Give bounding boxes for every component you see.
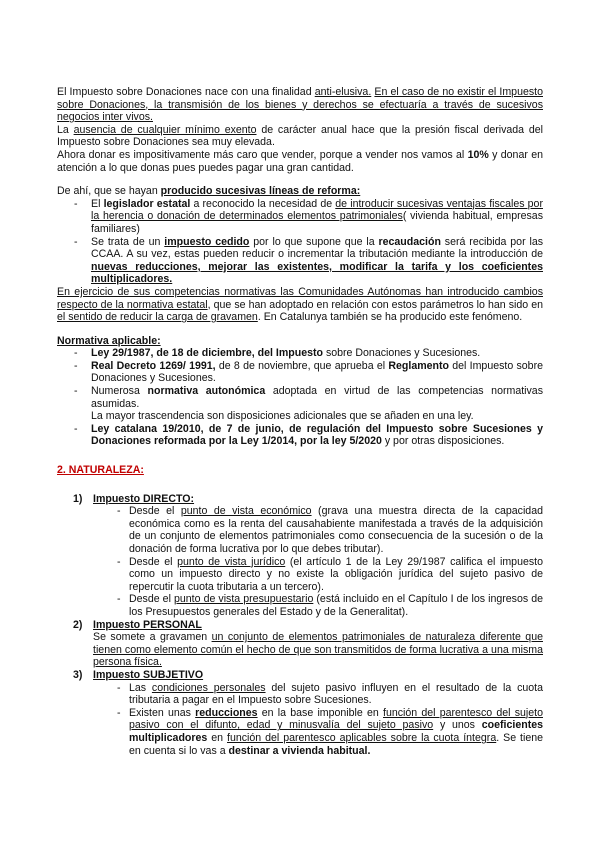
- list-item: - Real Decreto 1269/ 1991, de 8 de noviembre, que aprueba el Reglamento del Impuesto sobre Donaciones y Sucesiones.: [74, 359, 543, 385]
- numbered-item-body: Se somete a gravamen un conjunto de elementos patrimoniales de naturaleza diferente que tienen como elemento común el hecho de que son transmitidos de forma lucrativa a una misma persona física.: [93, 631, 543, 669]
- intro-paragraph-2: La ausencia de cualquier mínimo exento de carácter anual hace que la presión fiscal derivada del Impuesto sobre Donaciones sea muy elevada.: [57, 123, 544, 149]
- reforms-lead: De ahí, que se hayan producido sucesivas líneas de reforma:: [57, 185, 361, 198]
- list-item-continuation: La mayor trascendencia son disposiciones adicionales que se añaden en una ley.: [91, 410, 474, 423]
- list-item: - Existen unas reducciones en la base imponible en función del parentesco del sujeto pasivo con el difunto, edad y minusvalía del sujeto pasivo y unos coeficientes multiplicadores en función del parentesco aplicables sobre la cuota íntegra. Se tiene en cuenta si lo vas a destinar a vivienda habitual.: [117, 706, 544, 757]
- list-item: - Ley catalana 19/2010, de 7 de junio, de regulación del Impuesto sobre Sucesiones y Donaciones reformada por la Ley 1/2014, por la ley 5/2020 y por otras disposiciones.: [74, 422, 543, 448]
- reforms-paragraph: En ejercicio de sus competencias normativas las Comunidades Autónomas han introducido cambios respecto de la normativa estatal, que se han adoptado en relación con estos parámetros lo han sido en el sentido de reducir la carga de gravamen. En Catalunya también se ha producido este fenómeno.: [57, 285, 543, 324]
- numbered-item-heading: 1) Impuesto DIRECTO:: [73, 492, 195, 505]
- list-item: - Se trata de un impuesto cedido por lo que supone que la recaudación será recibida por las CCAA. A su vez, estas pueden reducir o incrementar la tributación mediante la introducción de nuevas reducciones, mejorar las existentes, modificar la tarifa y los coeficientes multiplicadores.: [74, 235, 544, 286]
- list-item: - Numerosa normativa autonómica adoptada en virtud de las competencias normativas asumidas.: [74, 385, 543, 410]
- numbered-item-heading: 3) Impuesto SUBJETIVO: [73, 668, 204, 681]
- list-item: - Las condiciones personales del sujeto pasivo influyen en el resultado de la cuota tributaria a pagar en el Impuesto sobre Sucesiones.: [117, 681, 544, 707]
- list-item: - El legislador estatal a reconocido la necesidad de de introducir sucesivas ventajas fiscales por la herencia o donación de determinados elementos patrimoniales( vivienda habitual, empresas familiares): [74, 197, 543, 235]
- numbered-item-heading: 2) Impuesto PERSONAL: [73, 618, 202, 631]
- intro-paragraph-3: Ahora donar es impositivamente más caro que vender, porque a vender nos vamos al 10% y donar en atención a lo que donas pues puedes pagar una gran cantidad.: [57, 148, 543, 174]
- intro-paragraph-1: El Impuesto sobre Donaciones nace con una finalidad anti-elusiva. En el caso de no existir el Impuesto sobre Donaciones, la transmisión de los bienes y derechos se efectuaría a través de sucesivos negocios inter vivos.: [57, 86, 543, 124]
- normativa-heading: Normativa aplicable:: [57, 334, 161, 347]
- list-item: - Ley 29/1987, de 18 de diciembre, del Impuesto sobre Donaciones y Sucesiones.: [74, 347, 481, 360]
- list-item: - Desde el punto de vista presupuestario (está incluido en el Capítulo I de los ingresos de los Presupuestos generales del Estado y de la Generalitat).: [117, 593, 543, 618]
- list-item: - Desde el punto de vista económico (grava una muestra directa de la capacidad económica como es la renta del causahabiente manifestada a través de la adquisición de un conjunto de elementos patrimoniales como consecuencia de la sucesión o de la donación de forma lucrativa por lo que debes tributar).: [117, 505, 543, 555]
- list-item: - Desde el punto de vista jurídico (el artículo 1 de la Ley 29/1987 califica el impuesto como un impuesto directo y no existe la obligación jurídica del sujeto pasivo de repercutir la cuota tributaria a un tercero).: [117, 555, 543, 593]
- document-page: [57, 86, 543, 757]
- section-title: 2. NATURALEZA:: [57, 464, 144, 477]
